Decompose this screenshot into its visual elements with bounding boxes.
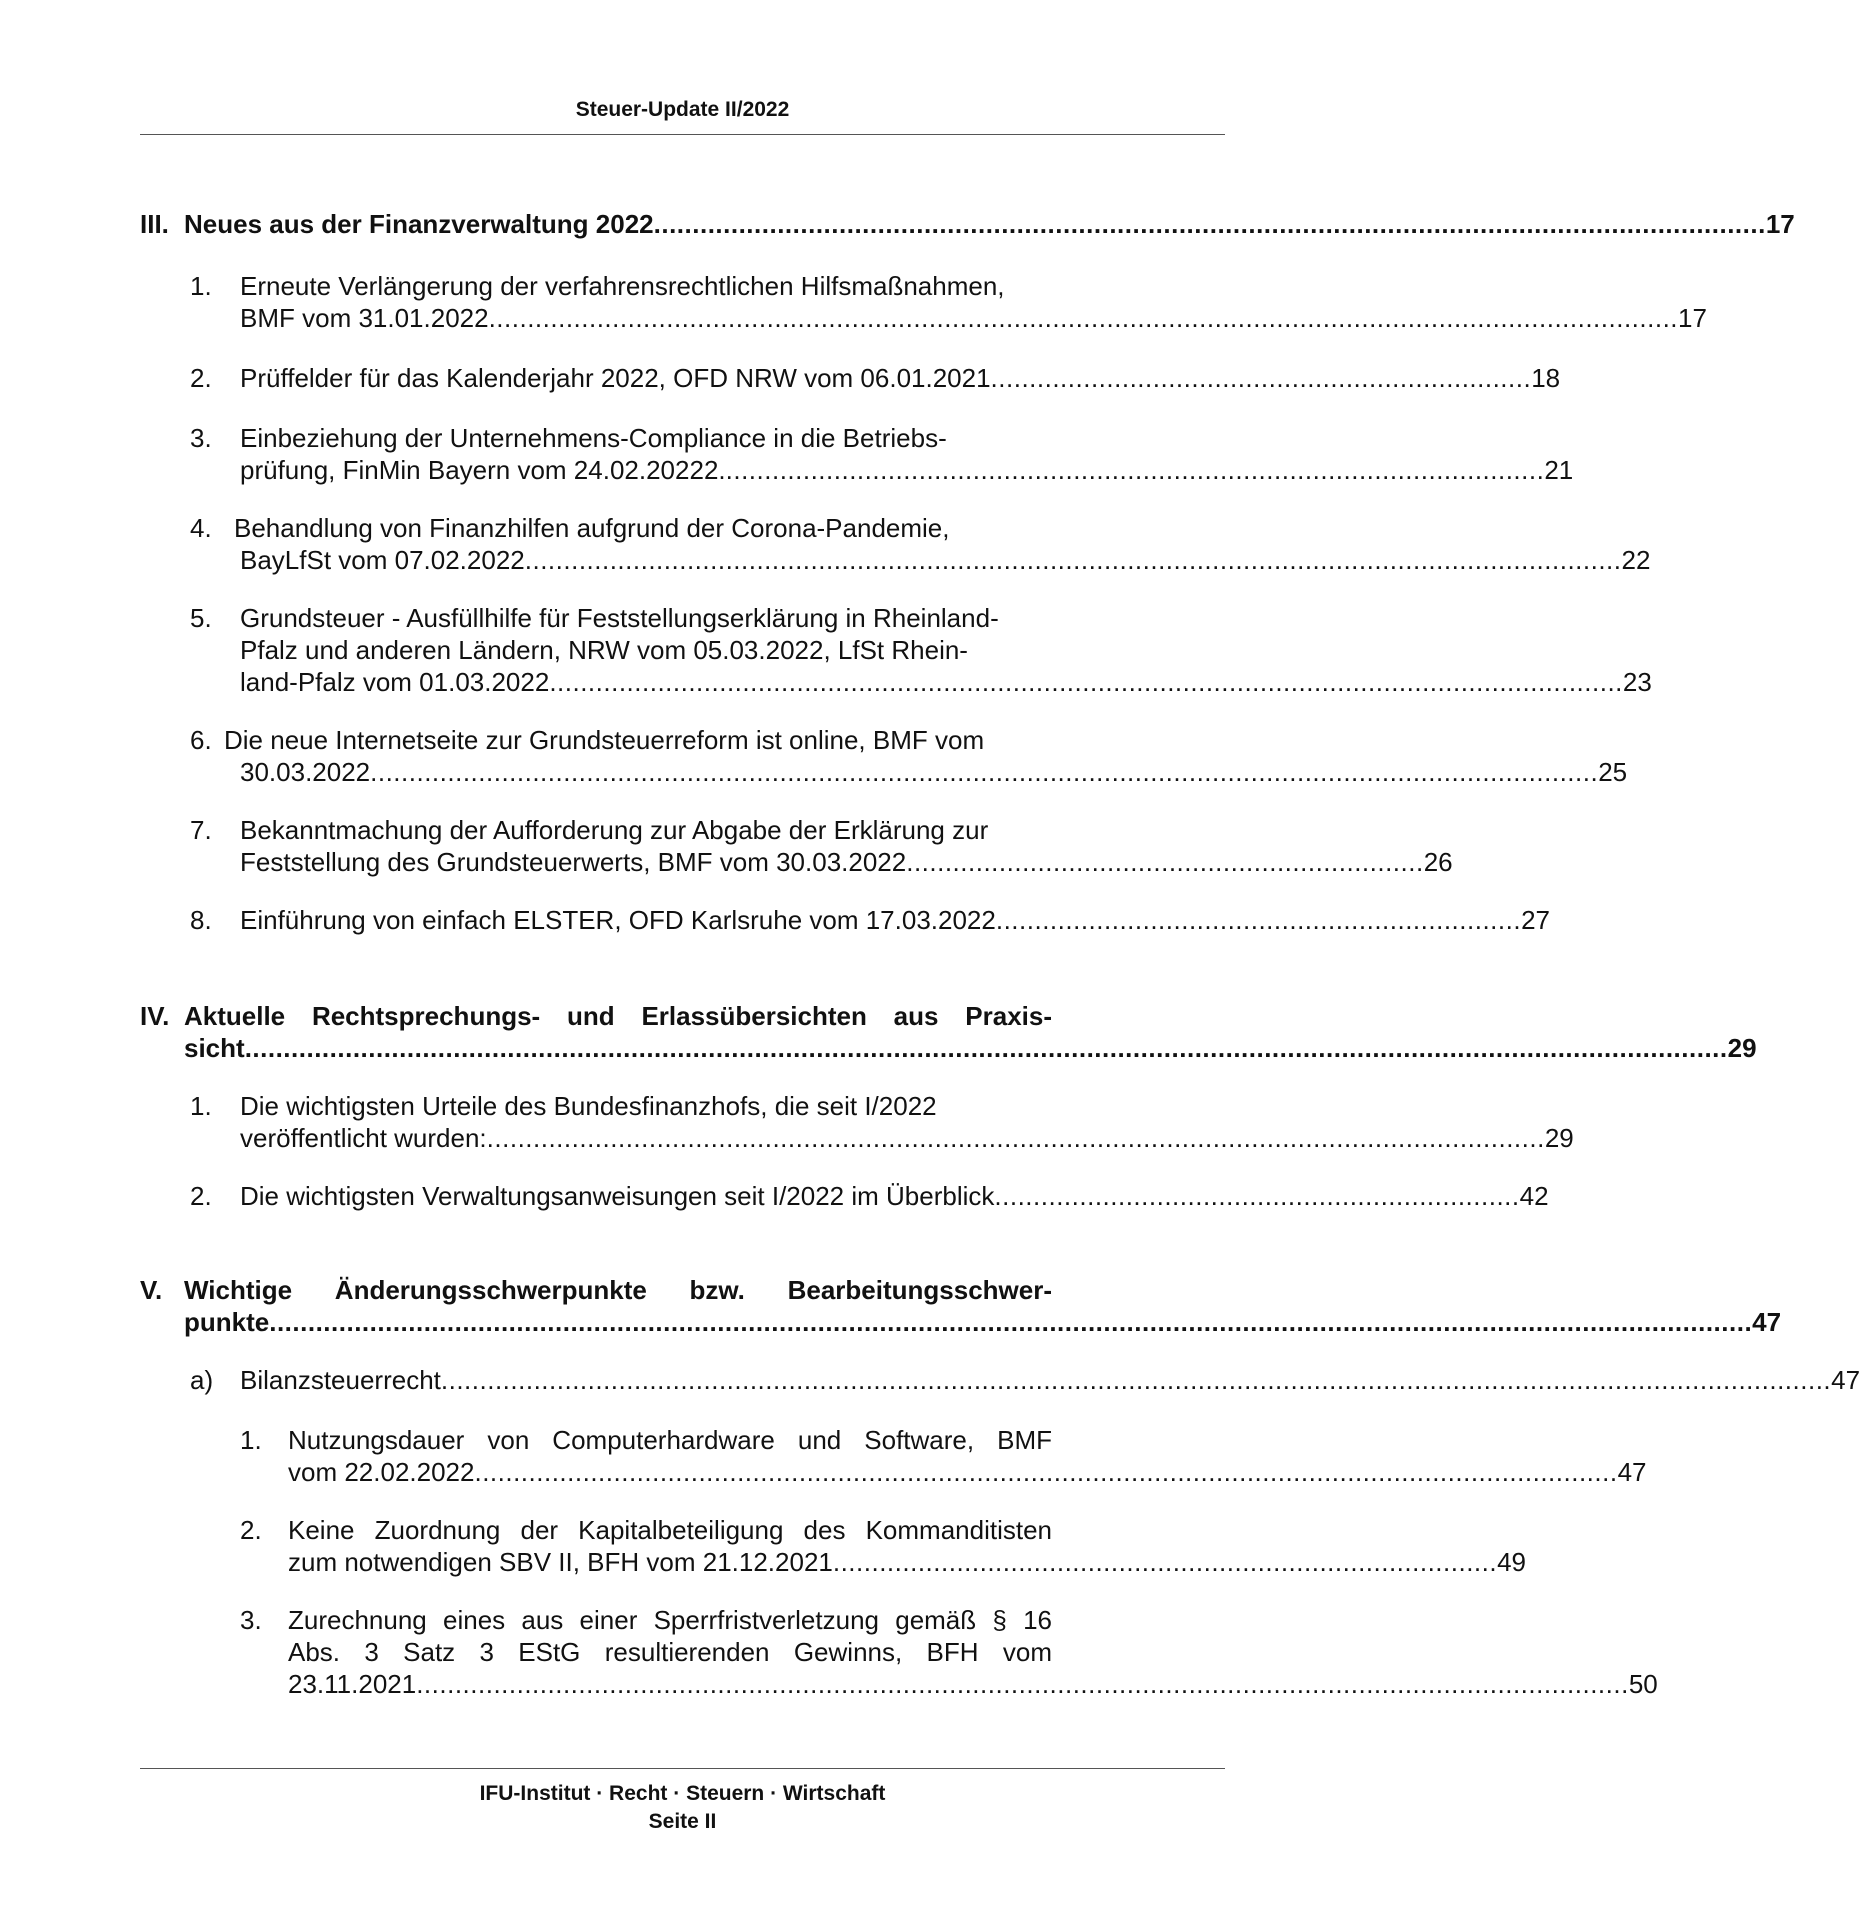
- toc-entry-line[interactable]: BMF vom 31.01.2022 .......................................................................................................................................................... 17: [240, 303, 1707, 333]
- toc-entry-page: 17: [1765, 209, 1795, 239]
- toc-entry-page: 29: [1727, 1033, 1757, 1063]
- toc-entry-page: 18: [1531, 363, 1561, 393]
- toc-entry-page: 21: [1544, 455, 1574, 485]
- toc-entry-page: 49: [1497, 1547, 1527, 1577]
- toc-entry-text: Die wichtigsten Verwaltungsanweisungen seit I/2022 im Überblick: [240, 1181, 995, 1211]
- toc-item-number: 3.: [190, 423, 212, 453]
- toc-entry-text: BayLfSt vom 07.02.2022: [240, 545, 525, 575]
- toc-entry-page: 22: [1621, 545, 1651, 575]
- toc-entry-text: Die wichtigsten Urteile des Bundesfinanzhofs, die seit I/2022: [240, 1091, 937, 1121]
- toc-entry-line[interactable]: 23.11.2021 ............................................................................................................................................................. 50: [288, 1669, 1658, 1699]
- toc-entry-line[interactable]: zum notwendigen SBV II, BFH vom 21.12.2021 ...................................................................................... 49: [288, 1547, 1527, 1577]
- toc-entry-text: Abs. 3 Satz 3 EStG resultierenden Gewinns, BFH vom: [288, 1637, 1052, 1667]
- toc-entry-text: Zurechnung eines aus einer Sperrfristverletzung gemäß § 16: [288, 1605, 1052, 1635]
- toc-entry-section-v-title[interactable]: [184, 1274, 1052, 1306]
- toc-entry-line[interactable]: land-Pfalz vom 01.03.2022 ........................................................................................................................................... 23: [240, 667, 1652, 697]
- footer-page-number: Seite II: [648, 1810, 717, 1833]
- toc-entry-text: vom 22.02.2022: [288, 1457, 475, 1487]
- toc-entry-text: Grundsteuer - Ausfüllhilfe für Feststellungserklärung in Rheinland-: [240, 603, 999, 633]
- toc-entry-section-iv[interactable]: sicht ................................................................................................................................................................................................ 29: [184, 1033, 1757, 1063]
- toc-entry-page: 25: [1598, 757, 1628, 787]
- toc-item-number: 2.: [190, 1181, 212, 1211]
- toc-item-number: 2.: [240, 1515, 262, 1545]
- toc-entry-line[interactable]: [240, 1090, 1052, 1122]
- header-rule: [140, 134, 1225, 135]
- toc-entry-text: prüfung, FinMin Bayern vom 24.02.20222.: [240, 455, 726, 485]
- toc-entry-line[interactable]: Einführung von einfach ELSTER, OFD Karlsruhe vom 17.03.2022 .................................................................... 27: [240, 905, 1550, 935]
- toc-entry-line[interactable]: [224, 724, 1052, 756]
- toc-item-number: 8.: [190, 905, 212, 935]
- toc-entry-text: Pfalz und anderen Ländern, NRW vom 05.03.2022, LfSt Rhein-: [240, 635, 968, 665]
- toc-entry-page: 23: [1622, 667, 1652, 697]
- toc-entry-line[interactable]: [240, 422, 1052, 454]
- section-number: III.: [140, 209, 169, 239]
- toc-entry-section-iii[interactable]: Neues aus der Finanzverwaltung 2022 ................................................................................................................................................ 17: [184, 209, 1795, 239]
- toc-entry-page: 29: [1544, 1123, 1574, 1153]
- toc-entry-page: 50: [1628, 1669, 1658, 1699]
- toc-item-number: 7.: [190, 815, 212, 845]
- toc-entry-text: Keine Zuordnung der Kapitalbeteiligung des Kommanditisten: [288, 1515, 1052, 1545]
- toc-item-number: 1.: [240, 1425, 262, 1455]
- toc-entry-page: 17: [1678, 303, 1707, 333]
- toc-entry-text: 23.11.2021: [288, 1669, 417, 1699]
- toc-entry-text: Prüffelder für das Kalenderjahr 2022, OFD NRW vom 06.01.2021: [240, 363, 991, 393]
- page-header: Steuer-Update II/2022: [575, 98, 790, 121]
- toc-entry-text: BMF vom 31.01.2022: [240, 303, 489, 333]
- toc-entry-section-v[interactable]: punkte ................................................................................................................................................................................................ 47: [184, 1307, 1782, 1337]
- toc-entry-line[interactable]: vom 22.02.2022 .................................................................................................................................................... 47: [288, 1457, 1647, 1487]
- toc-entry-title: Aktuelle Rechtsprechungs- und Erlassübersichten aus Praxis-: [184, 1001, 1052, 1031]
- toc-entry-text: Behandlung von Finanzhilfen aufgrund der Corona-Pandemie,: [234, 513, 950, 543]
- toc-entry-text: Einbeziehung der Unternehmens-Compliance in die Betriebs-: [240, 423, 947, 453]
- toc-entry-line[interactable]: 30.03.2022 ............................................................................................................................................................... 25: [240, 757, 1628, 787]
- toc-entry-line[interactable]: [288, 1636, 1052, 1668]
- toc-entry-text: Die neue Internetseite zur Grundsteuerreform ist online, BMF vom: [224, 725, 985, 755]
- toc-entry-section-iv-title[interactable]: [184, 1000, 1052, 1032]
- toc-item-number: 6.: [190, 725, 212, 755]
- toc-entry-title: Neues aus der Finanzverwaltung 2022: [184, 209, 654, 239]
- toc-entry-line[interactable]: Feststellung des Grundsteuerwerts, BMF vom 30.03.2022 ................................................................... 26: [240, 847, 1453, 877]
- toc-entry-line[interactable]: Prüffelder für das Kalenderjahr 2022, OFD NRW vom 06.01.2021 ...................................................................... 18: [240, 363, 1561, 393]
- toc-entry-text: zum notwendigen SBV II, BFH vom 21.12.2021: [288, 1547, 833, 1577]
- toc-entry-text: 30.03.2022: [240, 757, 371, 787]
- toc-entry-line[interactable]: veröffentlicht wurden: ......................................................................................................................................... 29: [240, 1123, 1574, 1153]
- toc-entry-title: sicht: [184, 1033, 245, 1063]
- section-number: IV.: [140, 1001, 170, 1031]
- toc-entry-title: Wichtige Änderungsschwerpunkte bzw. Bearbeitungsschwer-: [184, 1275, 1052, 1305]
- toc-entry-page: 47: [1617, 1457, 1647, 1487]
- footer-rule: [140, 1768, 1225, 1769]
- toc-entry-line[interactable]: [240, 602, 1052, 634]
- toc-entry-line[interactable]: [240, 814, 1052, 846]
- toc-entry-title: punkte: [184, 1307, 270, 1337]
- toc-item-number: 2.: [190, 363, 212, 393]
- toc-item-number: 1.: [190, 271, 212, 301]
- toc-entry-page: 47: [1831, 1365, 1860, 1395]
- toc-entry-text: Bilanzsteuerrecht: [240, 1365, 441, 1395]
- toc-entry-text: Erneute Verlängerung der verfahrensrechtlichen Hilfsmaßnahmen,: [240, 271, 1005, 301]
- toc-entry-page: 47: [1752, 1307, 1782, 1337]
- toc-item-number: 5.: [190, 603, 212, 633]
- toc-entry-line[interactable]: BayLfSt vom 07.02.2022 .............................................................................................................................................. 22: [240, 545, 1651, 575]
- toc-entry-line[interactable]: Die wichtigsten Verwaltungsanweisungen seit I/2022 im Überblick .................................................................... 42: [240, 1181, 1549, 1211]
- toc-entry-text: veröffentlicht wurden:: [240, 1123, 487, 1153]
- toc-entry-line[interactable]: [234, 512, 1052, 544]
- toc-entry-text: Bekanntmachung der Aufforderung zur Abgabe der Erklärung zur: [240, 815, 989, 845]
- toc-entry-line[interactable]: [240, 270, 1052, 302]
- toc-entry-subsection-a[interactable]: Bilanzsteuerrecht .................................................................................................................................................................................... 47: [240, 1365, 1860, 1395]
- page-footer: [140, 1780, 1225, 1836]
- toc-item-number: 3.: [240, 1605, 262, 1635]
- toc-entry-page: 42: [1519, 1181, 1549, 1211]
- footer-institute: IFU-Institut · Recht · Steuern · Wirtschaft: [479, 1782, 886, 1805]
- section-number: V.: [140, 1275, 163, 1305]
- toc-entry-line[interactable]: [288, 1514, 1052, 1546]
- toc-entry-text: Einführung von einfach ELSTER, OFD Karlsruhe vom 17.03.2022: [240, 905, 996, 935]
- toc-entry-text: Feststellung des Grundsteuerwerts, BMF vom 30.03.2022: [240, 847, 907, 877]
- toc-entry-line[interactable]: [288, 1604, 1052, 1636]
- toc-item-number: a): [190, 1365, 214, 1395]
- toc-entry-line[interactable]: [288, 1424, 1052, 1456]
- toc-entry-line[interactable]: prüfung, FinMin Bayern vom 24.02.20222. .......................................................................................................... 21: [240, 455, 1574, 485]
- toc-item-number: 4.: [190, 513, 212, 543]
- toc-item-number: 1.: [190, 1091, 212, 1121]
- toc-entry-page: 26: [1423, 847, 1453, 877]
- toc-entry-text: land-Pfalz vom 01.03.2022: [240, 667, 550, 697]
- toc-entry-page: 27: [1521, 905, 1550, 935]
- toc-entry-text: Nutzungsdauer von Computerhardware und Software, BMF: [288, 1425, 1052, 1455]
- toc-entry-line[interactable]: [240, 634, 1052, 666]
